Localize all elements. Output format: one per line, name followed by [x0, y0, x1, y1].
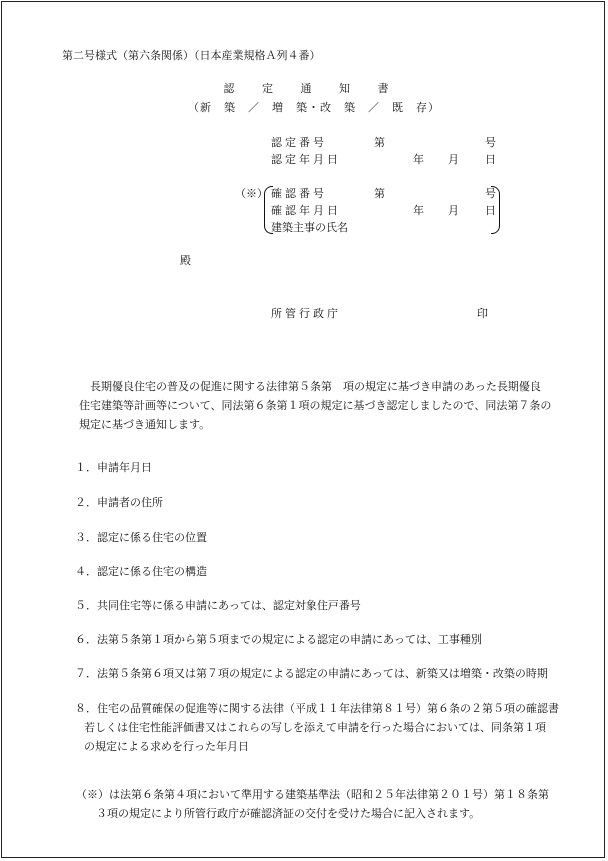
body-line: 住宅建築等計画等について、同法第６条第１項の規定に基づき認定しましたので、同法第７条の	[79, 399, 552, 412]
official-name-label: 建築主事の氏名	[271, 221, 348, 234]
seal-mark: 印	[477, 307, 488, 320]
cert-date-month: 月	[448, 153, 459, 166]
list-item: ７．法第５条第６項又は第７項の規定による認定の申請にあっては、新築又は増築・改築の時期	[75, 667, 548, 680]
document-title: 認 定 通 知 書	[223, 82, 401, 95]
footnote-line: ３項の規定により所管行政庁が確認済証の交付を受けた場合に記入されます。	[96, 807, 481, 820]
confirm-number-label: 確認番号	[271, 187, 327, 200]
confirm-number-dai: 第	[374, 187, 385, 200]
cert-date-label: 認定年月日	[271, 153, 341, 166]
list-item-8	[75, 699, 559, 756]
authority-label: 所管行政庁	[271, 307, 341, 320]
item8-line: ８．住宅の品質確保の促進等に関する法律（平成１１年法律第８１号）第６条の２第５項の確認書	[75, 702, 559, 715]
form-page	[1, 1, 605, 858]
document-subtitle: （新 築 ／ 増 築・改 築 ／ 既 存）	[188, 101, 440, 114]
list-item: ４．認定に係る住宅の構造	[75, 565, 207, 578]
form-label: 第二号様式（第六条関係）（日本産業規格Ａ列４番）	[62, 49, 321, 62]
confirm-date-day: 日	[485, 204, 496, 217]
list-item: ５．共同住宅等に係る申請にあっては、認定対象住戸番号	[75, 599, 361, 612]
cert-date-year: 年	[413, 153, 424, 166]
list-item: ３．認定に係る住宅の位置	[75, 531, 207, 544]
cert-number-gou: 号	[485, 136, 496, 149]
confirm-mark: （※）	[235, 187, 268, 200]
list-item: ６．法第５条第１項から第５項までの規定による認定の申請にあっては、工事種別	[75, 633, 482, 646]
list-item: ２．申請者の住所	[75, 496, 163, 509]
confirm-date-label: 確認年月日	[271, 204, 341, 217]
body-line: 規定に基づき通知します。	[79, 418, 211, 431]
list-item: １．申請年月日	[75, 461, 152, 474]
item8-line: の規定による求めを行った年月日	[84, 740, 249, 753]
confirm-number-gou: 号	[485, 187, 496, 200]
body-paragraph	[79, 377, 561, 434]
footnote-line: （※）は法第６条第４項において準用する建築基準法（昭和２５年法律第２０１号）第１８条第	[76, 788, 549, 801]
cert-date-day: 日	[485, 153, 496, 166]
cert-number-dai: 第	[374, 136, 385, 149]
addressee-suffix: 殿	[180, 254, 191, 267]
confirm-date-month: 月	[448, 204, 459, 217]
body-line: 長期優良住宅の普及の促進に関する法律第５条第 項の規定に基づき申請のあった長期優良	[79, 380, 541, 393]
confirm-date-year: 年	[413, 204, 424, 217]
cert-number-label: 認定番号	[271, 136, 327, 149]
item8-line: 若しくは住宅性能評価書又はこれらの写しを添えて申請を行った場合においては、同条第１項	[84, 721, 546, 734]
footnote	[76, 785, 549, 823]
